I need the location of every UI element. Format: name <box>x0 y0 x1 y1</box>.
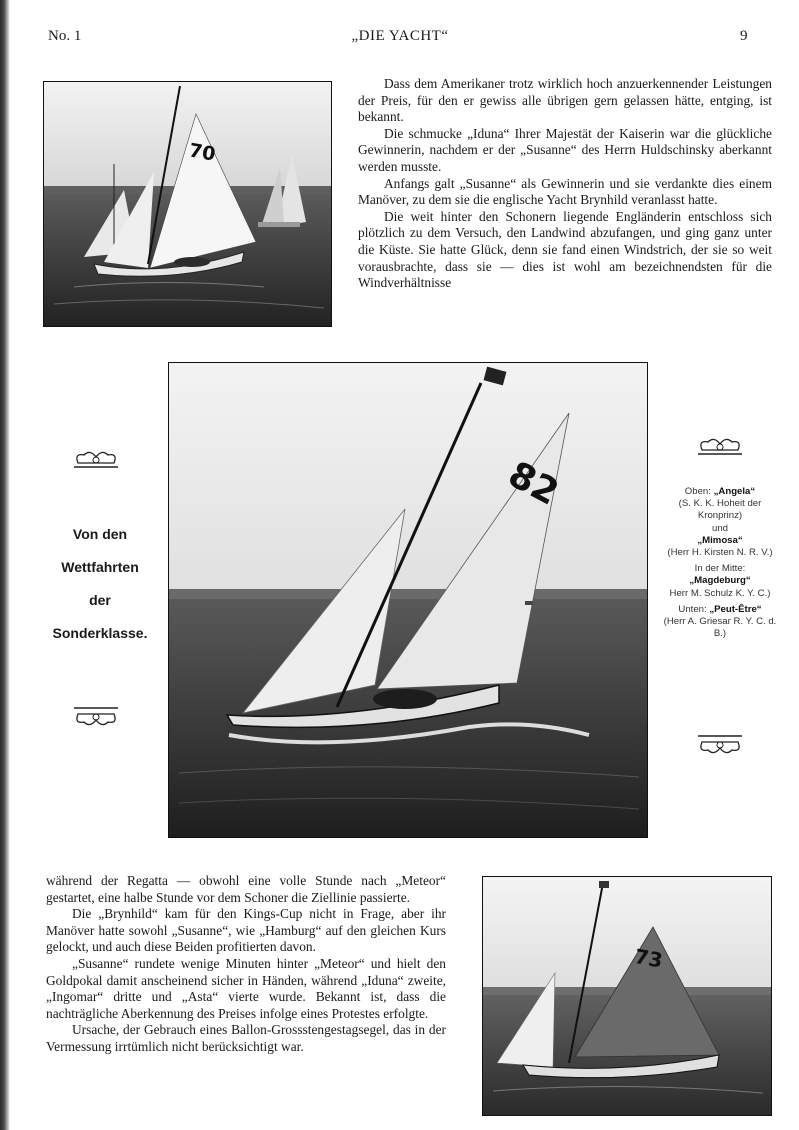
caption-owner: Herr M. Schulz K. Y. C.) <box>669 587 771 599</box>
ornament-bottom-right <box>694 732 746 756</box>
photo-yacht-magdeburg <box>168 362 648 838</box>
caption-item <box>660 523 780 560</box>
caption-item <box>660 486 780 523</box>
paragraph: Die schmucke „Iduna“ Ihrer Majestät der Kaiserin war die glückliche Gewinnerin, nachdem er der „Susanne“ des Herrn Huldschinsky aberkannt werden musste. <box>358 125 772 174</box>
caption-yacht-name: „Mimosa“ <box>697 534 743 546</box>
section-title <box>44 440 156 650</box>
caption-label: In der Mitte: <box>694 563 746 575</box>
caption-yacht-name: „Peut-Être“ <box>709 603 762 615</box>
photo-caption <box>660 486 780 640</box>
section-title-line: der <box>89 592 111 608</box>
ornament-top-right <box>694 436 746 460</box>
page-number: 9 <box>740 28 748 44</box>
paragraph: während der Regatta — obwohl eine volle Stunde nach „Meteor“ gestartet, eine halbe Stunde vor dem Schoner die Ziellinie passierte. <box>46 873 446 905</box>
article-text-bottom <box>46 873 446 1056</box>
photo-yacht-peut-etre <box>482 876 772 1116</box>
sail-number-73: 73 <box>632 944 665 973</box>
paragraph: Dass dem Amerikaner trotz wirklich hoch anzuerkennender Leistungen der Preis, für den er gewiss alle übrigen gern gelassen hätte, entging, ist bekannt. <box>358 76 772 125</box>
issue-number: No. 1 <box>48 28 82 44</box>
sail-number-82: 82 <box>501 453 565 514</box>
sail-number-70: 70 <box>187 139 218 166</box>
ornament-bottom-left <box>70 704 122 728</box>
caption-label: Unten: <box>678 603 707 615</box>
caption-owner: (Herr H. Kirsten N. R. V.) <box>667 547 773 559</box>
paragraph: Anfangs galt „Susanne“ als Gewinnerin und sie verdankte dies einem Manöver, zu dem sie die englische Yacht Brynhild veranlasst hatte. <box>358 175 772 208</box>
caption-owner: (Herr A. Griesar R. Y. C. d. B.) <box>663 616 777 640</box>
photo-yachts-angela-mimosa <box>43 81 332 327</box>
section-title-line: Von den <box>72 526 128 542</box>
scan-margin-shadow <box>0 0 10 1130</box>
caption-item <box>660 604 780 641</box>
caption-owner: (S. K. K. Hoheit der Kronprinz) <box>678 498 762 522</box>
caption-yacht-name: „Magdeburg“ <box>689 575 751 587</box>
paragraph: Die „Brynhild“ kam für den Kings-Cup nicht in Frage, aber ihr Manöver hatte sowohl „Susanne“, wie „Hamburg“ auf den gleichen Kurs gelockt, und auch diese Beiden profitierten davon. <box>46 906 446 955</box>
caption-yacht-name: „Angela“ <box>713 486 756 497</box>
caption-label: und <box>711 522 728 534</box>
section-title-line: Sonderklasse. <box>52 625 148 641</box>
paragraph: Die weit hinter den Schonern liegende Engländerin entschloss sich plötzlich zu dem Versuch, den Landwind abzufangen, und ging ganz unter die Küste. Sie hatte Glück, denn sie fand einen Windstrich, der sie so weit vorausbrachte, dass sie — dies ist wohl am bezeichnendsten für die Windverhältnisse <box>358 208 772 291</box>
section-title-line: Wettfahrten <box>61 559 139 575</box>
article-text-top <box>358 76 772 292</box>
page-header <box>0 28 799 52</box>
journal-title: „DIE YACHT“ <box>351 28 449 44</box>
caption-item <box>660 563 780 600</box>
caption-label: Oben: <box>684 486 711 497</box>
paragraph: Ursache, der Gebrauch eines Ballon-Grossstengestagsegel, das in der Vermessung irrtümlich nicht berücksichtigt war. <box>46 1022 446 1054</box>
paragraph: „Susanne“ rundete wenige Minuten hinter „Meteor“ und hielt den Goldpokal damit anscheinend sicher in Händen, während „Iduna“ zweite, „Ingomar“ dritte und „Asta“ vierte wurde. Bekannt ist, dass die nachträgliche Aberkennung des Preises infolge eines Protestes erfolgte. <box>46 955 446 1021</box>
